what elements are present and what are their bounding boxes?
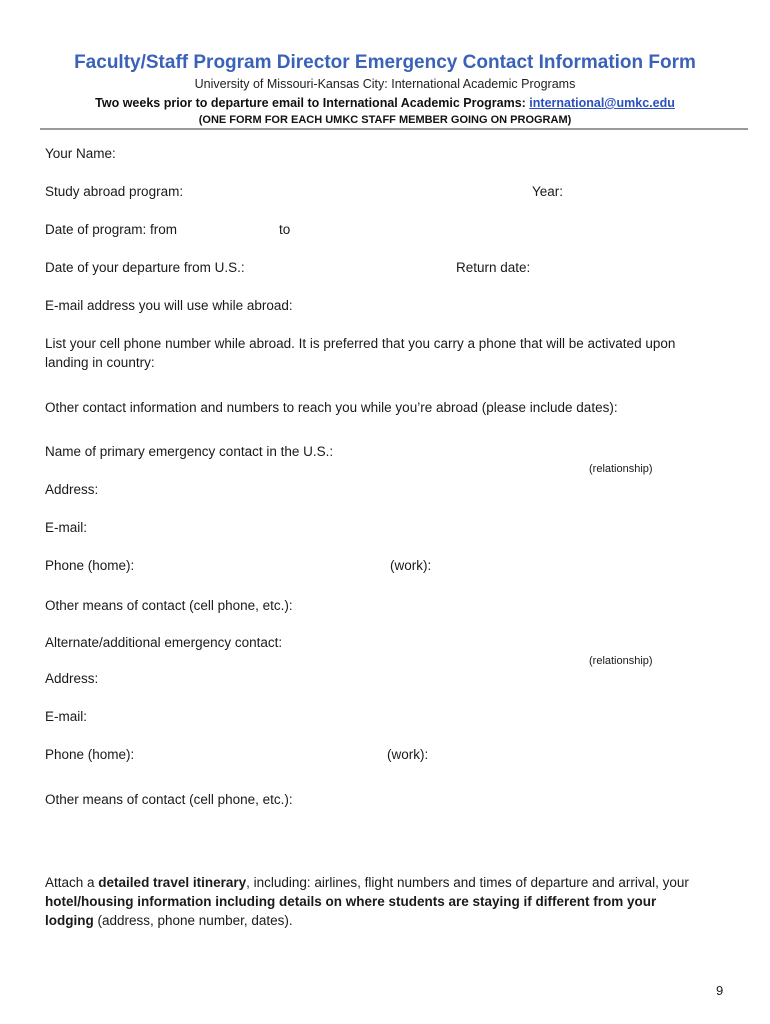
primary-address-label: Address: (45, 482, 99, 497)
cell-phone-label-line2: landing in country: (45, 355, 155, 370)
alternate-contact-name-label: Alternate/additional emergency contact: (45, 635, 283, 650)
primary-other-means-label: Other means of contact (cell phone, etc.): (45, 598, 293, 613)
itinerary-text-2: , including: airlines, flight numbers and times of departure and arrival, your (246, 875, 689, 890)
primary-contact-name-label: Name of primary emergency contact in the U.S.: (45, 444, 334, 459)
primary-email-label: E-mail: (45, 520, 88, 535)
program-date-to-label: to (279, 222, 291, 237)
cell-phone-label-line1: List your cell phone number while abroad. It is preferred that you carry a phone that will be activated upon (45, 336, 676, 351)
email-abroad-label: E-mail address you will use while abroad: (45, 298, 293, 313)
itinerary-text-1: Attach a (45, 875, 99, 890)
itinerary-bold-1: detailed travel itinerary (98, 875, 247, 890)
other-contact-label: Other contact information and numbers to reach you while you’re abroad (please include dates): (45, 400, 618, 415)
email-link[interactable]: international@umkc.edu (529, 96, 675, 110)
primary-relationship-label: (relationship) (589, 463, 653, 475)
study-abroad-program-label: Study abroad program: (45, 184, 184, 199)
form-title: Faculty/Staff Program Director Emergency Contact Information Form (74, 52, 696, 73)
primary-phone-home-label: Phone (home): (45, 558, 135, 573)
alternate-address-label: Address: (45, 671, 99, 686)
alternate-other-means-label: Other means of contact (cell phone, etc.): (45, 792, 293, 807)
one-form-note: (ONE FORM FOR EACH UMKC STAFF MEMBER GOING ON PROGRAM) (198, 114, 572, 126)
program-date-from-label: Date of program: from (45, 222, 178, 237)
page-number: 9 (716, 983, 724, 998)
form-subtitle: University of Missouri-Kansas City: International Academic Programs (194, 77, 576, 91)
submission-notice-text: Two weeks prior to departure email to International Academic Programs: (95, 96, 530, 110)
alternate-email-label: E-mail: (45, 709, 88, 724)
your-name-label: Your Name: (45, 146, 116, 161)
itinerary-instructions (45, 873, 705, 930)
submission-notice (0, 96, 770, 110)
itinerary-bold-2: hotel/housing information including details on where students are staying if different from your lodging (45, 894, 657, 928)
alternate-relationship-label: (relationship) (589, 655, 653, 667)
header-divider (40, 128, 748, 130)
alternate-phone-home-label: Phone (home): (45, 747, 135, 762)
departure-date-label: Date of your departure from U.S.: (45, 260, 245, 275)
alternate-phone-work-label: (work): (387, 747, 429, 762)
year-label: Year: (532, 184, 564, 199)
return-date-label: Return date: (456, 260, 531, 275)
primary-phone-work-label: (work): (390, 558, 432, 573)
itinerary-text-3: (address, phone number, dates). (93, 913, 293, 928)
